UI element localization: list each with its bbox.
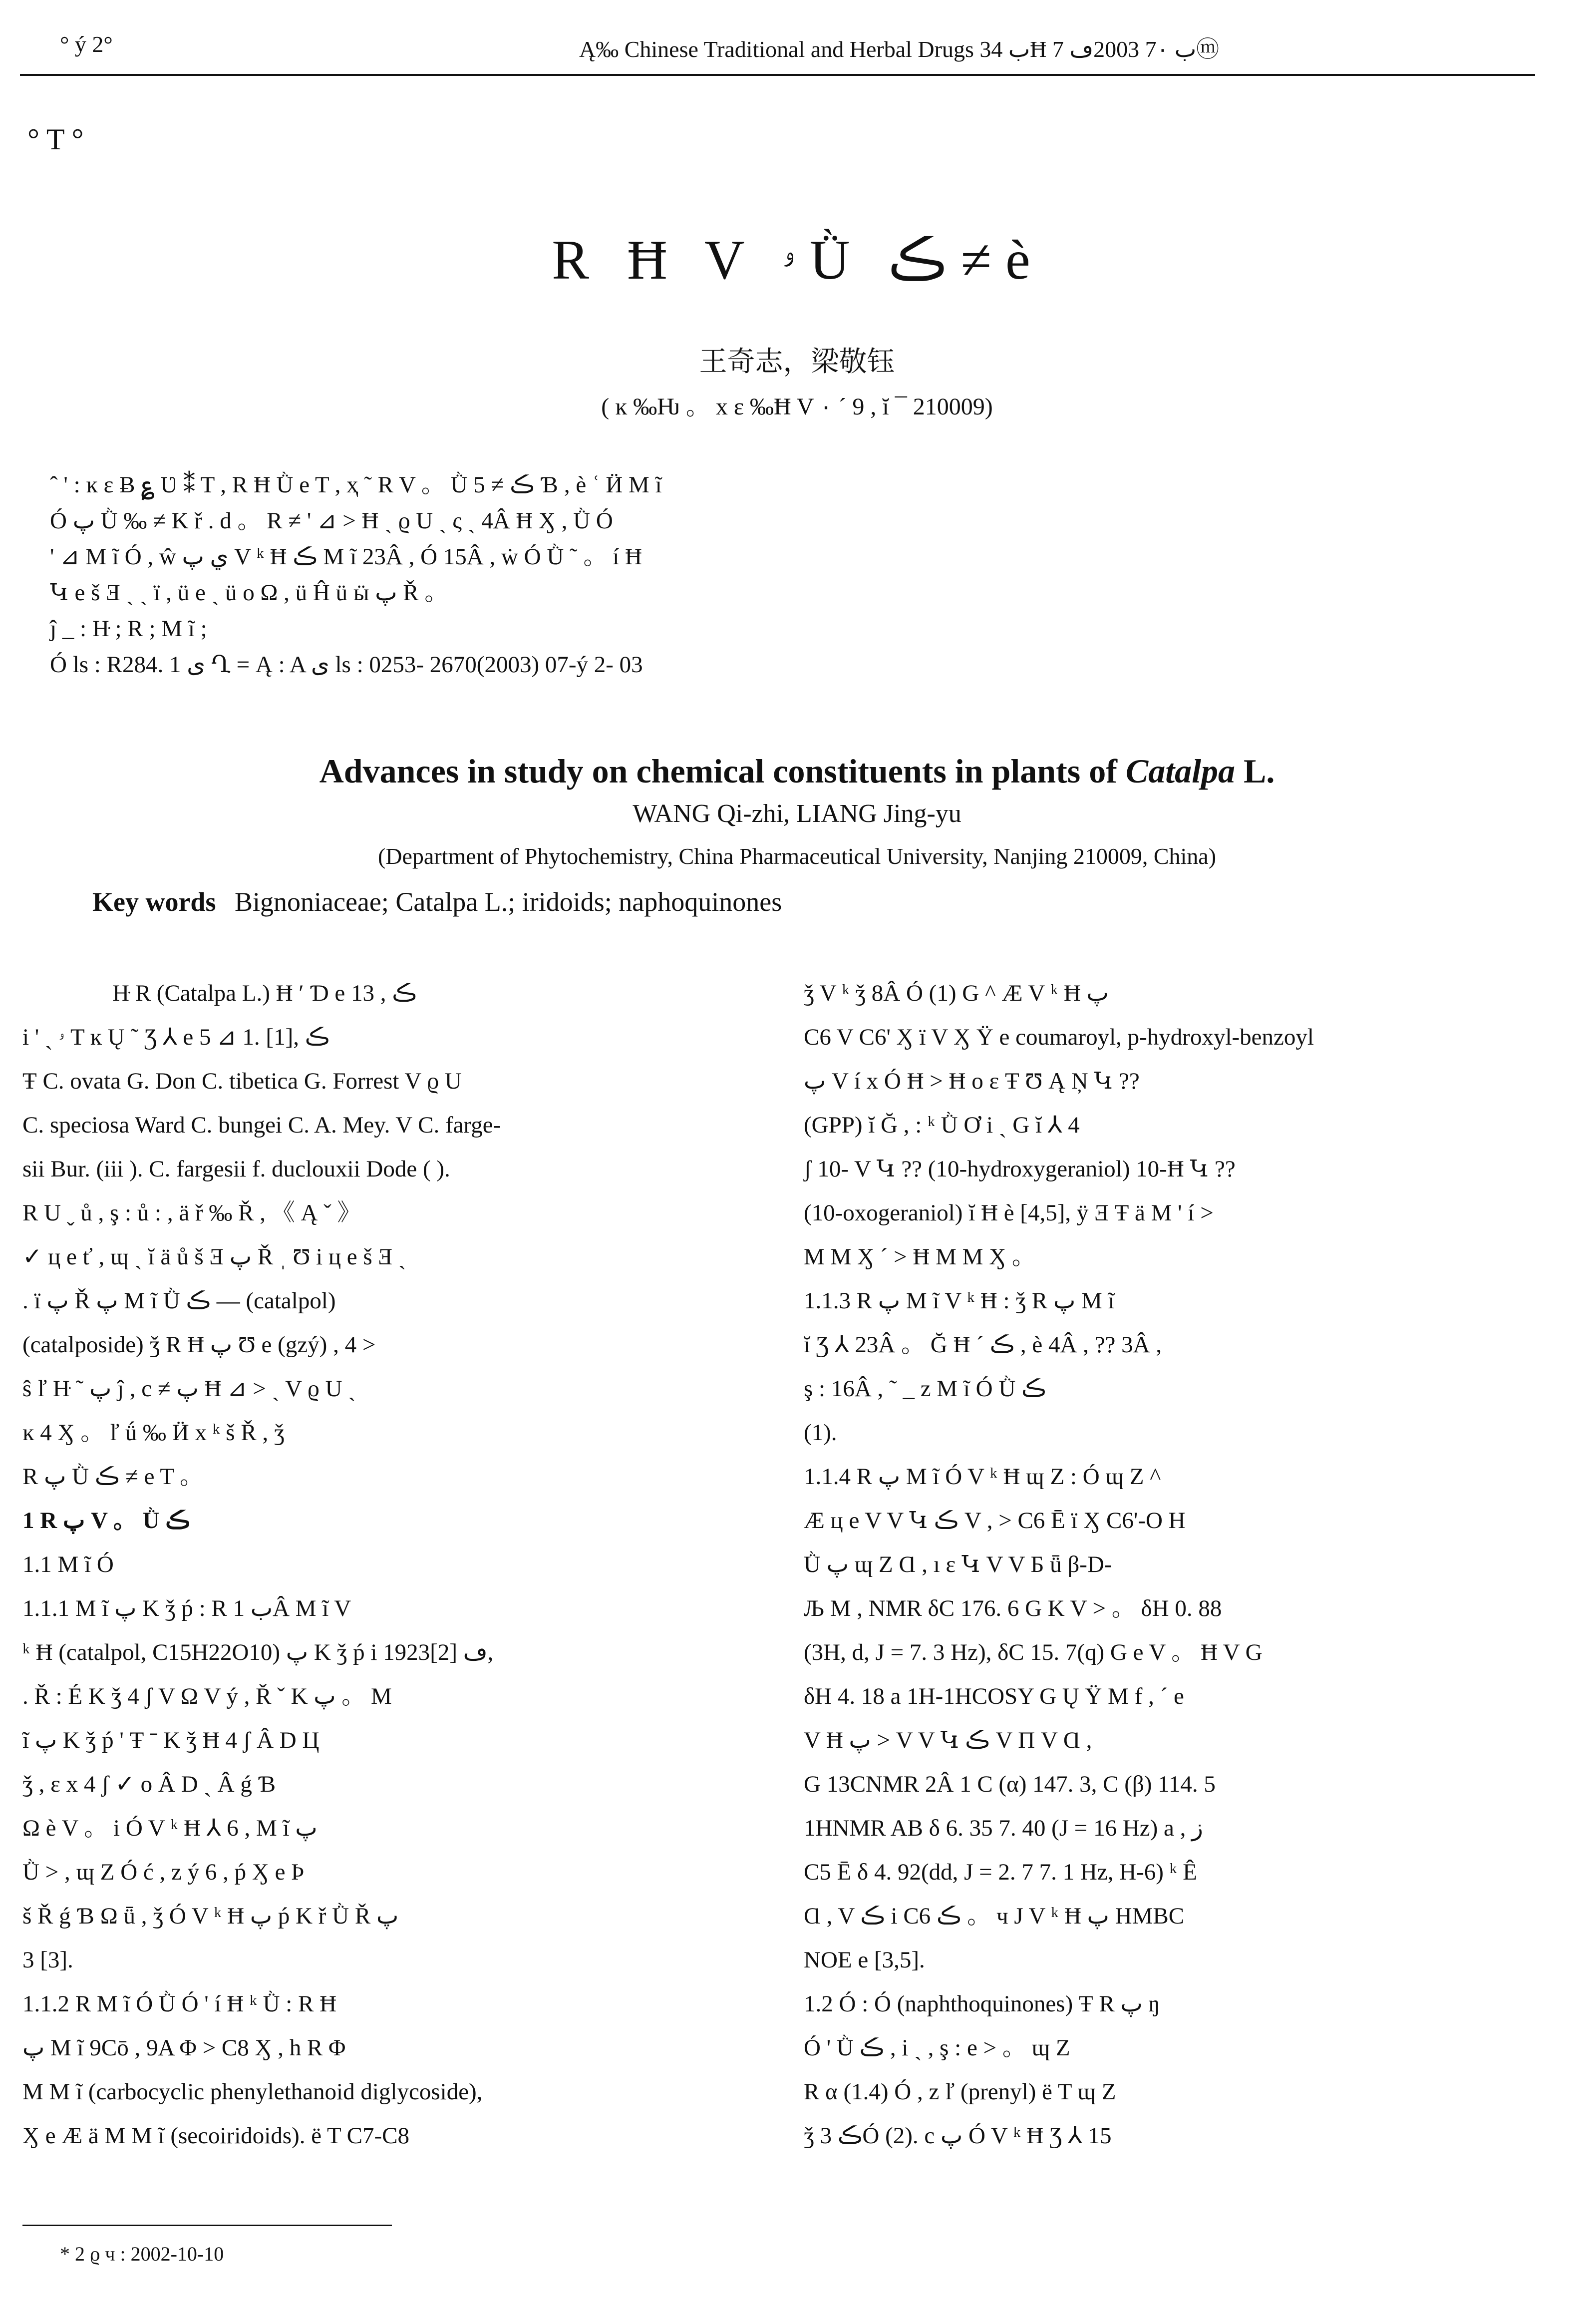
- body-line: 1.1.2 R M ĩ Ó Ǜ Ó ' í Ħ ᵏ Ǜ : R Ħ: [22, 1991, 337, 2017]
- body-line: ǯ V ᵏ ǯ 8Â Ó (1) G ^ Æ V ᵏ Ħ پ: [804, 980, 1109, 1006]
- abstract-line: ˆ ' : ĸ ε Ƀ ؏ Ʋ ⁑ T , R Ħ Ǜ e T , ҳ ˜ R V 。 Ǜ ڪ ≠ 5 Ɓ , è ʿ Ӥ M ĩ: [50, 472, 662, 498]
- body-line: Ó ' Ǜ ڪ , i ˎ , ş : e > 。 ɰ Ζ: [804, 2035, 1070, 2061]
- body-line: C6 V C6' Ӽ ï V Ӽ Ÿ e coumaroyl, p-hydroxyl-benzoyl: [804, 1024, 1314, 1050]
- english-affiliation: (Department of Phytochemistry, China Pharmaceutical University, Nanjing 210009, China): [377, 843, 1217, 869]
- subsection-heading: 1.2 Ó : Ó (naphthoquinones) Ŧ R پ ŋ: [804, 1991, 1160, 2017]
- body-line: Ǜ پ ɰ Ζ Ɑ , ı ɛ Կ V V Б ǖ β-D-: [804, 1551, 1112, 1577]
- classification-line: Ó ls : R284. 1 ی Ղ = Ą : A ی ls : 0253- 2670(2003) 07-ý 2- 03: [50, 652, 643, 678]
- abstract-line: Ó پ Ǜ ‰ ≠ K ř . d 。 R ≠ ' ⊿ > Ħ ˎ ϱ U ˏ ς ˎ 4Â Ħ Ӽ , Ǜ Ó: [50, 508, 613, 534]
- body-line: ĩ پ K ǯ ṕ ' Ŧ ˉ K ǯ Ħ 4 ʃ Â D Ц: [22, 1727, 319, 1753]
- page-number-marker: ° ý 2°: [60, 31, 113, 57]
- body-line: ʃ 10- V Կ ?? (10-hydroxygeraniol) 10-Ħ Կ ??: [804, 1156, 1236, 1182]
- body-line: (GPP) ĭ Ğ , : ᵏ Ǜ Ơ i ˎ G ĭ ⅄ 4: [804, 1112, 1080, 1138]
- english-title: [0, 752, 1594, 791]
- body-line: Hּ R (Catalpa L.) Ħ ʹ Ɗ e 13 , ڪ: [112, 980, 417, 1006]
- body-line: (3H, d, J = 7. 3 Hz), δC 15. 7(q) G e V 。 Ħ V G: [804, 1639, 1263, 1665]
- section-mark: ° T °: [27, 123, 84, 156]
- body-line: 3 [3].: [22, 1947, 73, 1973]
- english-authors: WANG Qi-zhi, LIANG Jing-yu: [633, 799, 961, 828]
- english-title-suffix: L.: [1243, 752, 1275, 790]
- keywords-label: Key words: [92, 887, 216, 917]
- body-line: NOE e [3,5].: [804, 1947, 925, 1973]
- body-line: Ӽ e Æ ä M M ĩ (secoiridoids). ë T C7-C8: [22, 2123, 409, 2149]
- body-line: 1.1.3 R پ M ĩ V ᵏ Ħ : ǯ R پ M ĩ: [804, 1288, 1115, 1314]
- body-line: δH 4. 18 a 1H-1HCOSY G Ų Ÿ M f , ´ e: [804, 1683, 1184, 1709]
- body-line: پ V í x Ó Ħ > Ħ o ε Ŧ Ʊ Ą Ņ Կ ??: [804, 1068, 1140, 1094]
- footnote-rule: [22, 2225, 392, 2226]
- body-line: R پ Ǜ ڪ ≠ e T 。: [22, 1464, 204, 1490]
- body-line: i ' ˎ ۥ T ĸ Ų ˜ Ʒ ⅄ e 5 ⊿ 1. [1], ڪ: [22, 1024, 330, 1050]
- body-line: Æ ц e V V Կ ڪ V , > C6 Ē ï Ӽ C6'-O H: [804, 1508, 1186, 1534]
- body-line: R α (1.4) Ó , z ľ (prenyl) ë T ɰ Ζ: [804, 2079, 1116, 2105]
- body-line: R U ˬ ů , ş : ů : , ä ř ‰ Ř , 《 Ą ˇ 》: [22, 1200, 361, 1226]
- body-line: . ï پ Ř پ M ĩ Ǜ ڪ — (catalpol): [22, 1288, 336, 1314]
- section-heading: 1 R پ V 。 Ǜ ڪ: [22, 1508, 190, 1534]
- body-line: 1.1.4 R پ M ĩ Ó V ᵏ Ħ ɰ Ζ : Ó ɰ Ζ ^: [804, 1464, 1161, 1490]
- footnote-received-date: * 2 ϱ ч : 2002-10-10: [60, 2243, 224, 2265]
- keywords-line: ĵ _ : Hּ ; R ; M ĩ ;: [50, 616, 207, 642]
- running-header: Ą‰ Chinese Traditional and Herbal Drugs ب 34Ħ ب 7۰ 2003ڡ 7ⓜ: [579, 36, 1220, 62]
- header-rule: [20, 74, 1535, 76]
- body-line: (catalposide) ǯ R Ħ پ Ʊ e (gzý) , 4 >: [22, 1332, 376, 1358]
- body-line: ŝ ľ Hּ ˜ پ ĵ , c ≠ پ Ħ ⊿ > ˎ V ϱ U ˎ: [22, 1376, 356, 1402]
- body-line: Ŧ C. ovata G. Don C. tibetica G. Forrest V ϱ U: [22, 1068, 462, 1094]
- right-column: [804, 971, 1530, 2158]
- body-line: پ M ĩ 9Cō , 9A Φ > C8 Ӽ , h R Φ: [22, 2035, 346, 2061]
- chinese-title: R Ħ V ۥ Ǜ ڪ ≠ è: [552, 229, 1042, 291]
- body-line: ǯ , ε x 4 ʃ ✓ o Â D ˎ Â ǵ Ɓ: [22, 1771, 276, 1797]
- abstract-line: Կ e š Ǝ ˎ ˎ ï , ü e ˎ ü o Ω , ü Ĥ ü ӹ پ Ř 。: [50, 580, 448, 606]
- body-line: ş : 16Â , ˜ _ z M ĩ Ó Ǜ ڪ: [804, 1376, 1046, 1402]
- english-keywords: [92, 886, 782, 917]
- body-line: ᵏ Ħ (catalpol, C15H22O10) پ K ǯ ṕ i 1923ڡ [2],: [22, 1639, 494, 1665]
- body-line: V Ħ پ > V V Կ ڪ V П V Ɑ ,: [804, 1727, 1092, 1753]
- abstract-line: ' ⊿ M ĩ Ó , ŵ ي پ V ᵏ Ħ ڪ M ĩ 23Â , Ó 15Â , ẇ Ó Ǜ ˜ 。 í Ħ: [50, 544, 642, 570]
- keywords-text: Bignoniaceae; Catalpa L.; iridoids; naphoquinones: [234, 887, 782, 917]
- body-line: ǯ ڪ 3Ó (2). c پ Ó V ᵏ Ħ Ʒ ⅄ 15: [804, 2123, 1112, 2149]
- body-line: Ω è V 。 i Ó V ᵏ Ħ ⅄ 6 , M ĩ پ: [22, 1815, 318, 1841]
- body-line: sii Bur. (iii ). C. fargesii f. duclouxii Dode ( ).: [22, 1156, 450, 1182]
- left-column: [22, 971, 749, 2158]
- english-title-genus: Catalpa: [1125, 752, 1235, 790]
- body-line: M M Ӽ ´ > Ħ M M Ӽ 。: [804, 1244, 1035, 1270]
- english-title-main: Advances in study on chemical constituents in plants of: [319, 752, 1117, 790]
- body-line: . Ř : É K ǯ 4 ʃ V Ω V ý , Ř ˇ K پ 。 M: [22, 1683, 392, 1709]
- chinese-abstract: [50, 467, 1458, 683]
- chinese-authors: 王奇志，梁敬钰: [699, 347, 895, 378]
- body-line: 1.1.1 M ĩ پ K ǯ ṕ : R ب 1Â M ĩ V: [22, 1595, 351, 1621]
- chinese-affiliation: ( ĸ ‰Ƕ 。 x ε ‰Ħ V ۰ ´ 9 , ĭ ¯ 210009): [601, 393, 993, 420]
- body-line: (1).: [804, 1420, 837, 1446]
- body-line: ĭ Ʒ ⅄ 23Â 。 Ğ Ħ ´ ڪ , è 4Â , ?? 3Â ,: [804, 1332, 1162, 1358]
- body-line: Ǜ > , ɰ Ζ Ó ć , z ý 6 , ṕ Ӽ e Þ: [22, 1859, 305, 1885]
- body-line: ✓ ц e ť , ɰ ˎ ĭ ä ů š Ǝ پ Ř ˌ Ʊ i ц e š Ǝ ˎ: [22, 1244, 406, 1270]
- body-line: (10-oxogeraniol) ĭ Ħ è [4,5], ÿ Ǝ Ŧ ä M ' í >: [804, 1200, 1214, 1226]
- body-line: C. speciosa Ward C. bungei C. A. Mey. V C. farge-: [22, 1112, 501, 1138]
- body-line: C5 Ē δ 4. 92(dd, J = 2. 7 7. 1 Hz, H-6) ᵏ Ê: [804, 1859, 1197, 1885]
- body-line: Ɑ , V ڪ i C6 ڪ 。 ч J V ᵏ Ħ پ HMBC: [804, 1903, 1185, 1929]
- body-line: ĸ 4 Ӽ 。 ľ ǘ ‰ Ӥ x ᵏ š Ř , ǯ: [22, 1420, 285, 1446]
- body-line: 1HNMR AB δ 6. 35 7. 40 (J = 16 Hz) a , ز: [804, 1815, 1203, 1841]
- body-line: G 13CNMR 2Â 1 C (α) 147. 3, C (β) 114. 5: [804, 1771, 1216, 1797]
- subsection-heading: 1.1 M ĩ Ó: [22, 1551, 114, 1577]
- body-line: š Ř ǵ Ɓ Ω ǖ , ǯ Ó V ᵏ Ħ پ ṕ K ř Ǜ Ř پ: [22, 1903, 399, 1929]
- body-line: Љ M , NMR δC 176. 6 G K V > 。 δH 0. 88: [804, 1595, 1222, 1621]
- body-line: M M ĩ (carbocyclic phenylethanoid diglycoside),: [22, 2079, 483, 2105]
